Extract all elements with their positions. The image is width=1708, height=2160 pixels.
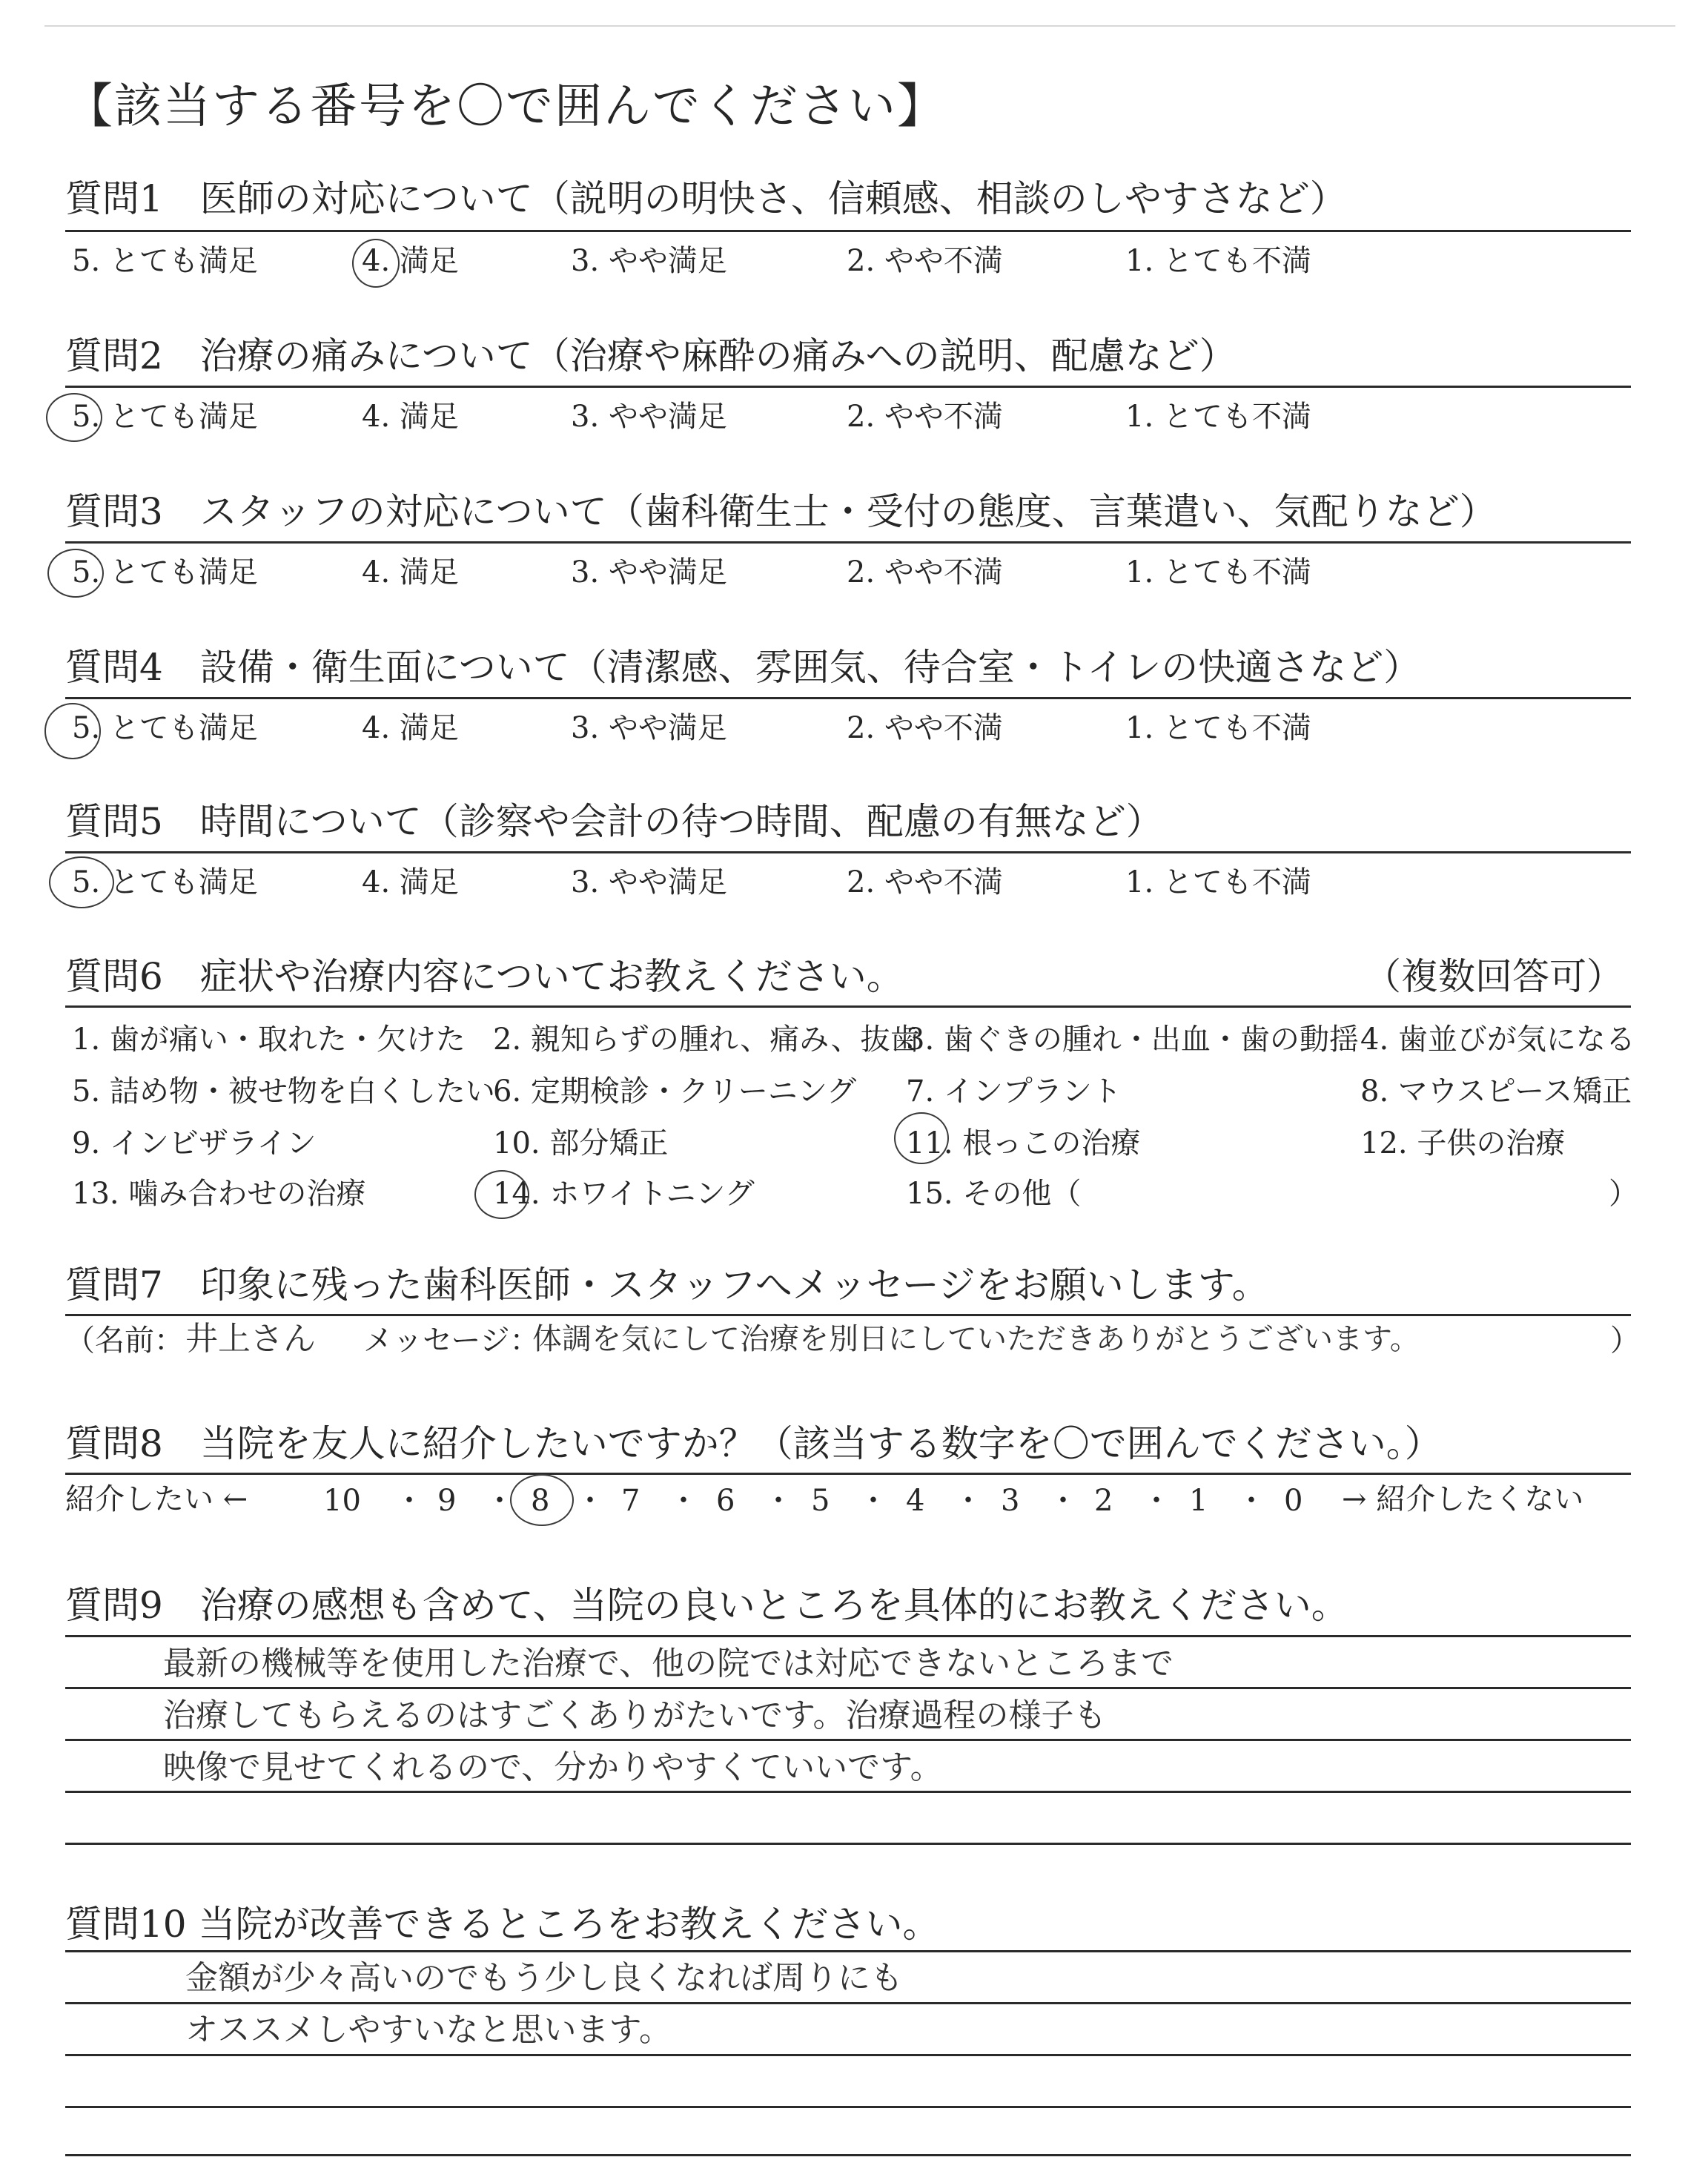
q4-option-2[interactable]: 2. やや不満 xyxy=(847,711,1003,745)
q8-scale-8[interactable]: 8 xyxy=(531,1484,550,1518)
q7-message-label: メッセージ： xyxy=(363,1324,540,1358)
q1-option-4[interactable]: 4. 満足 xyxy=(362,244,459,278)
q8-scale-2[interactable]: 2 xyxy=(1094,1484,1113,1518)
q5-option-5[interactable]: 5. とても満足 xyxy=(72,865,258,899)
q6-item-2[interactable]: 2. 親知らずの腫れ、痛み、抜歯 xyxy=(493,1023,920,1057)
q3-option-5[interactable]: 5. とても満足 xyxy=(72,555,258,589)
q8-scale-4[interactable]: 4 xyxy=(906,1484,925,1518)
q3-option-2[interactable]: 2. やや不満 xyxy=(847,555,1003,589)
q6-item-15-close: ） xyxy=(1609,1177,1638,1211)
q6-item-7[interactable]: 7. インプラント xyxy=(906,1074,1122,1109)
q2-option-4[interactable]: 4. 満足 xyxy=(362,400,459,434)
page-heading: 【該当する番号を〇で囲んでください】 xyxy=(65,79,946,134)
q3-option-3[interactable]: 3. やや満足 xyxy=(571,555,727,589)
q10-title: 質問10 当院が改善できるところをお教えください。 xyxy=(65,1903,940,1946)
q6-note: （複数回答可） xyxy=(1364,955,1623,998)
q8-sep: ・ xyxy=(1048,1484,1078,1518)
q8-sep: ・ xyxy=(575,1484,605,1518)
q8-rule xyxy=(65,1473,1631,1475)
q2-option-1[interactable]: 1. とても不満 xyxy=(1125,400,1311,434)
q8-selection-circle xyxy=(510,1474,574,1526)
q1-rule xyxy=(65,230,1631,232)
q8-left-label: 紹介したい ← xyxy=(65,1482,248,1516)
q6-item-14-circle xyxy=(474,1170,529,1219)
q6-item-15[interactable]: 15. その他（ xyxy=(906,1177,1082,1211)
q6-title: 質問6 症状や治療内容についてお教えください。 xyxy=(65,955,904,998)
q2-rule xyxy=(65,386,1631,388)
q6-item-1[interactable]: 1. 歯が痛い・取れた・欠けた xyxy=(72,1023,466,1057)
q6-item-8[interactable]: 8. マウスピース矯正 xyxy=(1360,1074,1632,1109)
q8-title: 質問8 当院を友人に紹介したいですか？（該当する数字を〇で囲んでください。） xyxy=(65,1422,1442,1465)
q1-option-2[interactable]: 2. やや不満 xyxy=(847,244,1003,278)
q3-title: 質問3 スタッフの対応について（歯科衛生士・受付の態度、言葉遣い、気配りなど） xyxy=(65,490,1497,533)
q3-option-1[interactable]: 1. とても不満 xyxy=(1125,555,1311,589)
q10-rule-2 xyxy=(65,2002,1631,2004)
q8-scale-7[interactable]: 7 xyxy=(621,1484,640,1518)
q8-right-label: → 紹介したくない xyxy=(1342,1482,1584,1516)
q9-rule-2 xyxy=(65,1687,1631,1689)
q4-option-3[interactable]: 3. やや満足 xyxy=(571,711,727,745)
q8-sep: ・ xyxy=(858,1484,888,1518)
q5-option-4[interactable]: 4. 満足 xyxy=(362,865,459,899)
q4-selection-circle xyxy=(44,703,101,759)
q9-rule-3 xyxy=(65,1739,1631,1741)
q6-item-14[interactable]: 14. ホワイトニング xyxy=(493,1177,755,1211)
q8-scale-10[interactable]: 10 xyxy=(323,1484,361,1518)
q2-selection-circle xyxy=(46,393,102,442)
q2-option-2[interactable]: 2. やや不満 xyxy=(847,400,1003,434)
q8-scale-1[interactable]: 1 xyxy=(1189,1484,1208,1518)
q8-sep: ・ xyxy=(394,1484,424,1518)
page-top-edge xyxy=(44,25,1675,27)
q6-item-13[interactable]: 13. 噛み合わせの治療 xyxy=(72,1177,366,1211)
q8-scale-5[interactable]: 5 xyxy=(811,1484,830,1518)
q5-option-3[interactable]: 3. やや満足 xyxy=(571,865,727,899)
q7-name-handwritten: 井上さん xyxy=(185,1320,316,1358)
q3-selection-circle xyxy=(47,549,104,598)
q8-sep: ・ xyxy=(764,1484,793,1518)
q5-selection-circle xyxy=(49,856,114,908)
q10-rule-3 xyxy=(65,2054,1631,2056)
q1-option-5[interactable]: 5. とても満足 xyxy=(72,244,258,278)
q9-rule-5 xyxy=(65,1843,1631,1845)
q9-rule-1 xyxy=(65,1635,1631,1637)
q7-close: ） xyxy=(1610,1324,1640,1358)
q4-option-1[interactable]: 1. とても不満 xyxy=(1125,711,1311,745)
q7-rule xyxy=(65,1314,1631,1316)
q10-handwritten-line-1: 金額が少々高いのでもう少し良くなれば周りにも xyxy=(185,1959,903,1997)
q8-sep: ・ xyxy=(669,1484,698,1518)
q5-title: 質問5 時間について（診察や会計の待つ時間、配慮の有無など） xyxy=(65,800,1163,843)
q1-selection-circle xyxy=(352,239,400,288)
q8-scale-9[interactable]: 9 xyxy=(437,1484,457,1518)
q6-item-10[interactable]: 10. 部分矯正 xyxy=(493,1126,669,1160)
q8-sep: ・ xyxy=(1237,1484,1266,1518)
q7-title: 質問7 印象に残った歯科医師・スタッフへメッセージをお願いします。 xyxy=(65,1264,1269,1307)
q9-handwritten-line-1: 最新の機械等を使用した治療で、他の院では対応できないところまで xyxy=(163,1645,1174,1682)
q5-rule xyxy=(65,851,1631,853)
q6-item-11[interactable]: 11. 根っこの治療 xyxy=(906,1126,1141,1160)
q5-option-2[interactable]: 2. やや不満 xyxy=(847,865,1003,899)
q8-sep: ・ xyxy=(1142,1484,1171,1518)
q3-option-4[interactable]: 4. 満足 xyxy=(362,555,459,589)
q8-sep: ・ xyxy=(485,1484,514,1518)
q6-item-6[interactable]: 6. 定期検診・クリーニング xyxy=(493,1074,857,1109)
q9-rule-4 xyxy=(65,1791,1631,1793)
q8-sep: ・ xyxy=(953,1484,983,1518)
q6-item-9[interactable]: 9. インビザライン xyxy=(72,1126,317,1160)
q10-handwritten-line-2: オススメしやすいなと思います。 xyxy=(185,2011,672,2049)
q1-title: 質問1 医師の対応について（説明の明快さ、信頼感、相談のしやすさなど） xyxy=(65,177,1347,220)
q4-option-5[interactable]: 5. とても満足 xyxy=(72,711,258,745)
q10-rule-1 xyxy=(65,1950,1631,1952)
q1-option-3[interactable]: 3. やや満足 xyxy=(571,244,727,278)
q2-title: 質問2 治療の痛みについて（治療や麻酔の痛みへの説明、配慮など） xyxy=(65,334,1237,377)
q9-title: 質問9 治療の感想も含めて、当院の良いところを具体的にお教えください。 xyxy=(65,1584,1348,1627)
q4-rule xyxy=(65,697,1631,699)
q9-handwritten-line-2: 治療してもらえるのはすごくありがたいです。治療過程の様子も xyxy=(163,1697,1107,1734)
q3-rule xyxy=(65,541,1631,544)
q7-message-handwritten: 体調を気にして治療を別日にしていただきありがとうございます。 xyxy=(532,1322,1420,1356)
q4-option-4[interactable]: 4. 満足 xyxy=(362,711,459,745)
q8-scale-6[interactable]: 6 xyxy=(716,1484,735,1518)
q10-rule-4 xyxy=(65,2106,1631,2108)
q8-scale-3[interactable]: 3 xyxy=(1001,1484,1020,1518)
q2-option-3[interactable]: 3. やや満足 xyxy=(571,400,727,434)
q6-item-4[interactable]: 4. 歯並びが気になる xyxy=(1360,1023,1635,1057)
q6-item-5[interactable]: 5. 詰め物・被せ物を白くしたい xyxy=(72,1074,495,1109)
q10-rule-5 xyxy=(65,2154,1631,2156)
q6-item-11-circle xyxy=(894,1112,949,1164)
q5-option-1[interactable]: 1. とても不満 xyxy=(1125,865,1311,899)
q4-title: 質問4 設備・衛生面について（清潔感、雰囲気、待合室・トイレの快適さなど） xyxy=(65,646,1421,689)
q6-item-3[interactable]: 3. 歯ぐきの腫れ・出血・歯の動揺 xyxy=(906,1023,1359,1057)
q6-item-12[interactable]: 12. 子供の治療 xyxy=(1360,1126,1566,1160)
q2-option-5[interactable]: 5. とても満足 xyxy=(72,400,258,434)
q6-rule xyxy=(65,1005,1631,1008)
q9-handwritten-line-3: 映像で見せてくれるので、分かりやすくていいです。 xyxy=(163,1748,943,1786)
q8-scale-0[interactable]: 0 xyxy=(1284,1484,1303,1518)
q1-option-1[interactable]: 1. とても不満 xyxy=(1125,244,1311,278)
q7-name-label: （名前： xyxy=(65,1324,184,1358)
